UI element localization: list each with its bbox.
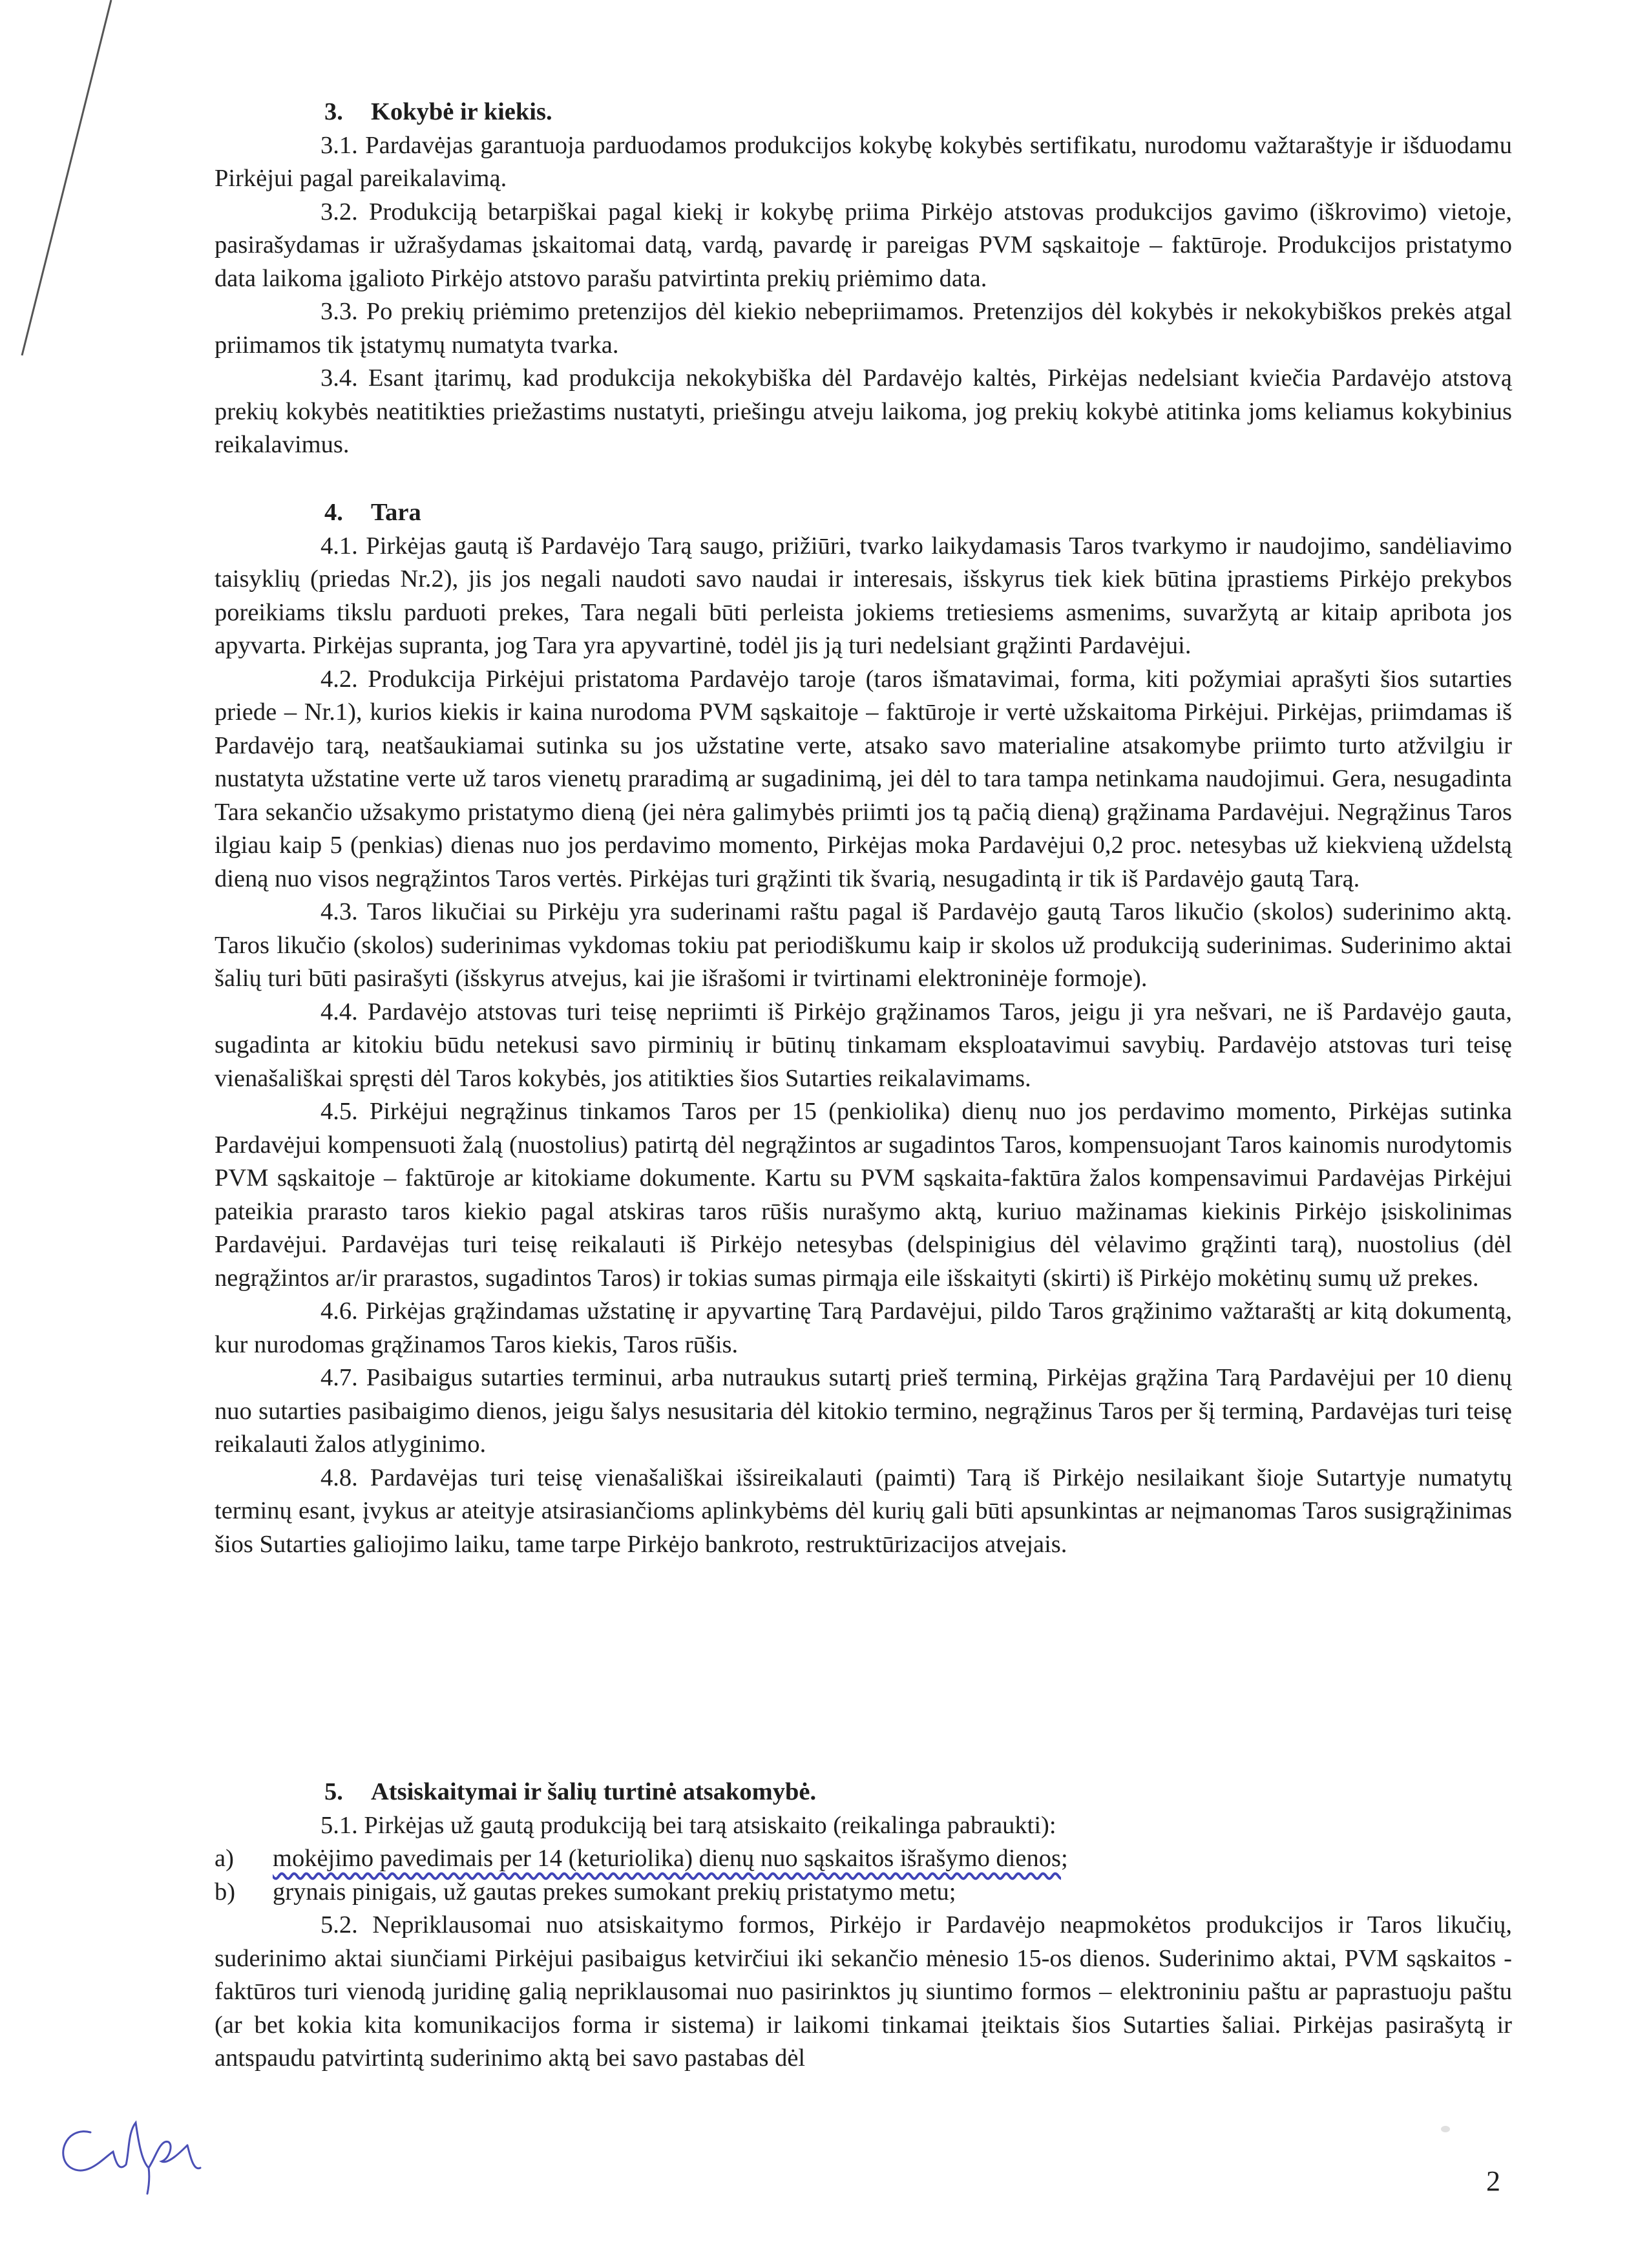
paragraph-3-3: 3.3. Po prekių priėmimo pretenzijos dėl kiekio nebepriimamos. Pretenzijos dėl kokybės ir nekokybiškos prekės atgal priimamos tik įstatymų numatyta tvarka. [215, 298, 1512, 359]
list-label: a) [215, 1845, 234, 1872]
section-number: 3. [324, 98, 343, 125]
page-number: 2 [1486, 2165, 1500, 2197]
paragraph-4-7: 4.7. Pasibaigus sutarties terminui, arba nutraukus sutartį prieš terminą, Pirkėjas grąžina Tarą Pardavėjui per 10 dienų nuo sutarties pasibaigimo dienos, jeigu šalys nesusitaria dėl kitokio termino, negrąžinus Taros per šį terminą, Pardavėjas turi teisę reikalauti žalos atlyginimo. [215, 1364, 1512, 1458]
section-title: Atsiskaitymai ir šalių turtinė atsakomybė. [371, 1778, 817, 1805]
paragraph-4-3: 4.3. Taros likučiai su Pirkėju yra suderinami raštu pagal iš Pardavėjo gautą Taros likučio (skolos) suderinimo aktą. Taros likučio (skolos) suderinimas vykdomas tokiu pat periodiškumu kaip ir skolos už produkciją suderinimas. Suderinimo aktai šalių turi būti pasirašyti (išskyrus atvejus, kai jie išrašomi ir tvirtinami elektroninėje formoje). [215, 898, 1512, 992]
section-number: 4. [324, 499, 343, 526]
section-title: Kokybė ir kiekis. [371, 98, 552, 125]
paragraph-4-8: 4.8. Pardavėjas turi teisę vienašališkai išsireikalauti (paimti) Tarą iš Pirkėjo nesilaikant šioje Sutartyje numatytų terminų esant, įvykus ar ateityje atsirasiančioms aplinkybėms dėl kurių gali būti apsunkintas ar neįmanomas Taros susigrąžinimas šios Sutarties galiojimo laiku, tame tarpe Pirkėjo bankroto, restruktūrizacijos atvejais. [215, 1464, 1512, 1558]
list-label: b) [215, 1878, 236, 1906]
section-heading [324, 1776, 1512, 1809]
scan-edge-line [0, 0, 129, 362]
section-heading [324, 496, 1512, 530]
paragraph-5-1: 5.1. Pirkėjas už gautą produkciją bei tarą atsiskaito (reikalinga pabraukti): [320, 1811, 1056, 1839]
section-title: Tara [371, 499, 421, 526]
handwritten-signature [52, 2106, 310, 2197]
paragraph-4-1: 4.1. Pirkėjas gautą iš Pardavėjo Tarą saugo, prižiūri, tvarko laikydamasis Taros tvarkymo ir naudojimo, sandėliavimo taisyklių (priedas Nr.2), jis jos negali naudoti savo naudai ir interesais, išskyrus tiek kiek būtina įprastiems Pirkėjo prekybos poreikiams tikslu parduoti prekes, Tara negali būti perleista jokiems tretiesiems asmenims, suvaržytą ar kitaip apribota jos apyvarta. Pirkėjas supranta, jog Tara yra apyvartinė, todėl jis ją turi nedelsiant grąžinti Pardavėjui. [215, 532, 1512, 659]
scan-speck [1441, 2126, 1450, 2132]
section-payments [215, 1776, 1512, 2075]
list-text: grynais pinigais, už gautas prekes sumokant prekių pristatymo metu; [273, 1878, 956, 1906]
paragraph-3-1: 3.1. Pardavėjas garantuoja parduodamos produkcijos kokybę kokybės sertifikatu, nurodomu važtaraštyje ir išduodamu Pirkėjui pagal pareikalavimą. [215, 131, 1512, 192]
list-item-a [215, 1842, 1512, 1876]
section-tara [215, 496, 1512, 1561]
list-suffix: ; [1061, 1845, 1068, 1872]
section-quality-quantity [215, 96, 1512, 462]
paragraph-4-2: 4.2. Produkcija Pirkėjui pristatoma Pardavėjo taroje (taros išmatavimai, forma, kiti požymiai aprašyti šios sutarties priede – Nr.1), kurios kiekis ir kaina nurodoma PVM sąskaitoje – faktūroje ir vertė užskaitoma Pirkėjui. Pirkėjas, priimdamas iš Pardavėjo tarą, neatšaukiamai sutinka su jos užstatine verte, atsako savo materialine atsakomybe priimto turto atžvilgiu ir nustatyta užstatine verte už taros vienetų praradimą ar sugadinimą, jei dėl to tara tampa netinkama naudojimui. Gera, nesugadinta Tara sekančio užsakymo pristatymo dieną (jei nėra galimybės priimti jos tą pačią dieną) grąžinama Pardavėjui. Negrąžinus Taros ilgiau kaip 5 (penkias) dienas nuo jos perdavimo momento, Pirkėjas moka Pardavėjui 0,2 proc. netesybas už kiekvieną uždelstą dieną nuo visos negrąžintos Taros vertės. Pirkėjas turi grąžinti tik švarią, nesugadintą ir tik iš Pardavėjo gautą Tarą. [215, 665, 1512, 892]
paragraph-3-2: 3.2. Produkciją betarpiškai pagal kiekį ir kokybę priima Pirkėjo atstovas produkcijos gavimo (iškrovimo) vietoje, pasirašydamas ir užrašydamas įskaitomai datą, vardą, pavardę ir pareigas PVM sąskaitoje – faktūroje. Produkcijos pristatymo data laikoma įgalioto Pirkėjo atstovo parašu patvirtinta prekių priėmimo data. [215, 198, 1512, 292]
paragraph-5-2: 5.2. Nepriklausomai nuo atsiskaitymo formos, Pirkėjo ir Pardavėjo neapmokėtos produkcijos ir Taros likučių, suderinimo aktai siunčiami Pirkėjui pasibaigus ketvirčiui iki sekančio mėnesio 15-os dienos. Suderinimo aktai, PVM sąskaitos - faktūros turi vienodą juridinę galią nepriklausomai nuo pasirinktos jų siuntimo formos – elektroniniu paštu ar paprastuoju paštu (ar bet kokia kita komunikacijos forma ir sistema) ir laikomi tinkamai įteiktais šios Sutarties šaliai. Pirkėjas pasirašytą ir antspaudu patvirtintą suderinimo aktą bei savo pastabas dėl [215, 1911, 1512, 2072]
paragraph-4-4: 4.4. Pardavėjo atstovas turi teisę nepriimti iš Pirkėjo grąžinamos Taros, jeigu ji yra nešvari, ne iš Pardavėjo gauta, sugadinta ar kitokiu būdu netekusi savo pirminių ir būtinų tinkamam eksploatavimui savybių. Pardavėjo atstovas turi teisę vienašališkai spręsti dėl Taros kokybės, jos atitikties šios Sutarties reikalavimams. [215, 998, 1512, 1092]
paragraph-3-4: 3.4. Esant įtarimų, kad produkcija nekokybiška dėl Pardavėjo kaltės, Pirkėjas nedelsiant kviečia Pardavėjo atstovą prekių kokybės neatitikties priežastims nustatyti, priešingu atveju laikoma, jog prekių kokybė atitinka joms keliamus kokybinius reikalavimus. [215, 364, 1512, 458]
underlined-payment-option: mokėjimo pavedimais per 14 (keturiolika) dienų nuo sąskaitos išrašymo dienos [273, 1845, 1062, 1872]
section-number: 5. [324, 1778, 343, 1805]
paragraph-4-5: 4.5. Pirkėjui negrąžinus tinkamos Taros per 15 (penkiolika) dienų nuo jos perdavimo momento, Pirkėjas sutinka Pardavėjui kompensuoti žalą (nuostolius) patirtą dėl negrąžintos ar sugadintos Taros, kompensuojant Taros kainomis nurodytomis PVM sąskaitoje – faktūroje ar kitokiame dokumente. Kartu su PVM sąskaita-faktūra žalos kompensavimui Pardavėjas Pirkėjui pateikia prarasto taros kiekio pagal atskiras taros rūšis nurašymo aktą, kuriuo mažinamas kiekinis Pirkėjo įsiskolinimas Pardavėjui. Pardavėjas turi teisę reikalauti iš Pirkėjo netesybas (delspinigius dėl vėlavimo grąžinti tarą), nuostolius (dėl negrąžintos ar/ir prarastos, sugadintos Taros) ir tokias sumas pirmąja eile išskaityti (skirti) iš Pirkėjo mokėtinų sumų už prekes. [215, 1098, 1512, 1292]
paragraph-4-6: 4.6. Pirkėjas grąžindamas užstatinę ir apyvartinę Tarą Pardavėjui, pildo Taros grąžinimo važtaraštį ar kitą dokumentą, kur nurodomas grąžinamos Taros kiekis, Taros rūšis. [215, 1297, 1512, 1358]
section-heading [324, 96, 1512, 129]
list-item-b [215, 1876, 1512, 1909]
